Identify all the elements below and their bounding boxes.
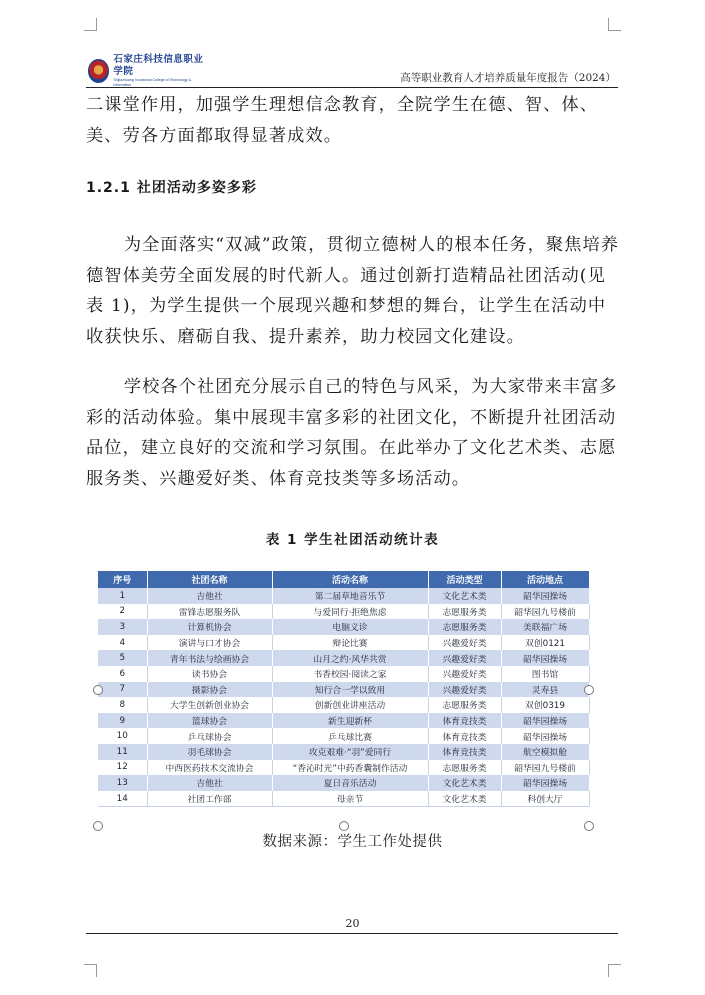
cell-activity-location: 双创0121	[501, 635, 589, 651]
cell-activity-name: 母亲节	[272, 791, 428, 807]
page-number: 20	[345, 917, 360, 930]
cell-index: 10	[98, 728, 147, 744]
paragraph-2: 学校各个社团充分展示自己的特色与风采，为大家带来丰富多彩的活动体验。集中展现丰富多彩的社团文化，不断提升社团活动品位，建立良好的交流和学习氛围。在此举办了文化艺术类、志愿服务类、兴趣爱好类、体育竞技类等多场活动。	[86, 377, 618, 489]
resize-handle-right[interactable]	[584, 685, 594, 695]
table-row	[98, 619, 589, 635]
header-activity-location: 活动地点	[501, 571, 589, 588]
cell-activity-name: 夏日音乐活动	[272, 775, 428, 791]
college-seal-icon	[88, 59, 109, 83]
cell-activity-name: “香沁时光”中药香囊制作活动	[272, 760, 428, 776]
crop-mark-bottom-right	[608, 964, 621, 977]
table-caption: 表 1 学生社团活动统计表	[265, 532, 440, 548]
cell-index: 14	[98, 791, 147, 807]
cell-index: 7	[98, 682, 147, 698]
table-row	[98, 682, 589, 698]
cell-club-name: 乒乓球协会	[147, 728, 272, 744]
cell-index: 5	[98, 650, 147, 666]
table-row	[98, 635, 589, 651]
table-row	[98, 744, 589, 760]
logo-english-name: Shijiazhuang Vocational College of Technology & Information	[113, 78, 192, 87]
crop-mark-bottom-left	[84, 964, 97, 977]
cell-activity-location: 灵寿县	[501, 682, 589, 698]
cell-index: 11	[98, 744, 147, 760]
cell-activity-name: 第二届草地音乐节	[272, 588, 428, 604]
cell-activity-location: 韶华园操场	[501, 588, 589, 604]
cell-activity-type: 文化艺术类	[428, 775, 501, 791]
cell-activity-type: 文化艺术类	[428, 588, 501, 604]
table-row	[98, 650, 589, 666]
cell-activity-type: 志愿服务类	[428, 619, 501, 635]
footer-rule	[86, 933, 618, 934]
college-logo	[88, 54, 210, 87]
cell-index: 6	[98, 666, 147, 682]
cell-activity-type: 兴趣爱好类	[428, 666, 501, 682]
table-row	[98, 760, 589, 776]
cell-club-name: 青年书法与绘画协会	[147, 650, 272, 666]
data-source-note: 数据来源：学生工作处提供	[262, 834, 443, 850]
table-row	[98, 604, 589, 620]
cell-activity-location: 美联福广场	[501, 619, 589, 635]
cell-club-name: 社团工作部	[147, 791, 272, 807]
table-row	[98, 588, 589, 604]
cell-club-name: 大学生创新创业协会	[147, 697, 272, 713]
cell-index: 1	[98, 588, 147, 604]
cell-activity-type: 体育竞技类	[428, 728, 501, 744]
cell-activity-name: 与爱同行·拒绝焦虑	[272, 604, 428, 620]
cell-activity-name: 辩论比赛	[272, 635, 428, 651]
cell-activity-location: 韶华园操场	[501, 728, 589, 744]
cell-club-name: 读书协会	[147, 666, 272, 682]
section-title: 社团活动多姿多彩	[136, 180, 257, 196]
cell-activity-name: 创新创业讲座活动	[272, 697, 428, 713]
paragraph-1: 为全面落实“双减”政策，贯彻立德树人的根本任务，聚焦培养德智体美劳全面发展的时代新人。通过创新打造精品社团活动(见表 1)，为学生提供一个展现兴趣和梦想的舞台，让学生在活动中收获快乐、磨砺自我、提升素养，助力校园文化建设。	[86, 235, 620, 347]
logo-chinese-name: 石家庄科技信息职业学院	[113, 54, 204, 77]
paragraph-top: 二课堂作用，加强学生理想信念教育，全院学生在德、智、体、美、劳各方面都取得显著成效。	[86, 95, 599, 146]
cell-activity-location: 韶华园九号楼前	[501, 760, 589, 776]
cell-activity-type: 体育竞技类	[428, 713, 501, 729]
cell-activity-location: 韶华园操场	[501, 713, 589, 729]
section-number: 1.2.1	[86, 180, 131, 196]
cell-index: 4	[98, 635, 147, 651]
cell-club-name: 演讲与口才协会	[147, 635, 272, 651]
cell-activity-location: 韶华园操场	[501, 650, 589, 666]
cell-club-name: 雷锋志愿服务队	[147, 604, 272, 620]
table-row	[98, 697, 589, 713]
cell-activity-location: 韶华园九号楼前	[501, 604, 589, 620]
table-body	[98, 588, 589, 807]
cell-index: 8	[98, 697, 147, 713]
table-row	[98, 791, 589, 807]
cell-activity-type: 志愿服务类	[428, 760, 501, 776]
club-activity-table	[98, 571, 590, 807]
cell-activity-location: 科创大厅	[501, 791, 589, 807]
cell-club-name: 计算机协会	[147, 619, 272, 635]
cell-activity-name: 书香校园·阅读之家	[272, 666, 428, 682]
table-row	[98, 775, 589, 791]
cell-activity-location: 双创0319	[501, 697, 589, 713]
header-activity-name: 活动名称	[272, 571, 428, 588]
table-header-row	[98, 571, 589, 588]
crop-mark-top-left	[84, 18, 97, 31]
resize-handle-left[interactable]	[93, 685, 103, 695]
header-index: 序号	[98, 571, 147, 588]
cell-index: 9	[98, 713, 147, 729]
page-header	[86, 52, 618, 86]
cell-activity-location: 图书馆	[501, 666, 589, 682]
cell-activity-type: 志愿服务类	[428, 697, 501, 713]
section-heading	[86, 177, 257, 197]
cell-activity-type: 兴趣爱好类	[428, 682, 501, 698]
cell-index: 12	[98, 760, 147, 776]
cell-club-name: 摄影协会	[147, 682, 272, 698]
cell-index: 13	[98, 775, 147, 791]
cell-activity-name: 电脑义诊	[272, 619, 428, 635]
cell-club-name: 羽毛球协会	[147, 744, 272, 760]
table-row	[98, 713, 589, 729]
cell-activity-type: 文化艺术类	[428, 791, 501, 807]
cell-activity-name: 攻克艰难·“羽”爱同行	[272, 744, 428, 760]
cell-activity-location: 韶华园操场	[501, 775, 589, 791]
cell-activity-location: 航空模拟舱	[501, 744, 589, 760]
cell-activity-type: 体育竞技类	[428, 744, 501, 760]
cell-activity-name: 乒乓球比赛	[272, 728, 428, 744]
cell-activity-type: 志愿服务类	[428, 604, 501, 620]
table-row	[98, 728, 589, 744]
cell-activity-type: 兴趣爱好类	[428, 635, 501, 651]
header-club-name: 社团名称	[147, 571, 272, 588]
cell-club-name: 篮球协会	[147, 713, 272, 729]
cell-club-name: 吉他社	[147, 588, 272, 604]
cell-activity-name: 知行合一学以致用	[272, 682, 428, 698]
cell-activity-name: 山月之约·风华共赏	[272, 650, 428, 666]
header-activity-type: 活动类型	[428, 571, 501, 588]
cell-activity-type: 兴趣爱好类	[428, 650, 501, 666]
cell-index: 2	[98, 604, 147, 620]
report-title: 高等职业教育人才培养质量年度报告（2024）	[400, 72, 616, 84]
table-row	[98, 666, 589, 682]
cell-club-name: 吉他社	[147, 775, 272, 791]
crop-mark-top-right	[608, 18, 621, 31]
cell-activity-name: 新生迎新杯	[272, 713, 428, 729]
cell-club-name: 中西医药技术交流协会	[147, 760, 272, 776]
club-activity-table-image[interactable]	[98, 571, 589, 827]
header-rule	[86, 87, 618, 88]
cell-index: 3	[98, 619, 147, 635]
